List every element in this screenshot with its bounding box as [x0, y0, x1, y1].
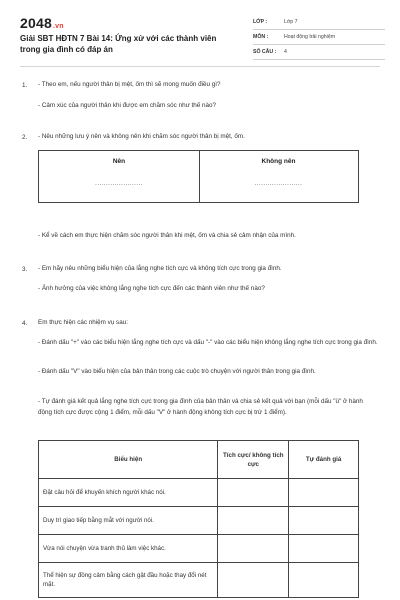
question-number: 3. [22, 266, 28, 273]
question-3-line-b: - Ảnh hưởng của việc không lắng nghe tích cực đến các thành viên như thế nào? [38, 285, 265, 292]
meta-value: Hoạt động trải nghiệm [284, 34, 336, 40]
question-3-line-a: - Em hãy nêu những biểu hiện của lắng nghe tích cực và không tích cực trong gia đình. [38, 265, 282, 272]
meta-key: MÔN : [253, 34, 269, 40]
answer-cell[interactable] [289, 535, 359, 563]
meta-key: LỚP : [253, 19, 268, 25]
table-header: Tự đánh giá [289, 441, 359, 479]
logo-main: 2048 [20, 15, 52, 31]
meta-value: 4 [284, 49, 287, 55]
table-header: Biểu hiện [39, 441, 218, 479]
table-column-shouldnt [199, 151, 358, 202]
question-4-task-a: - Đánh dấu "+" vào các biểu hiện lắng nghe tích cực và dấu "-" vào các biểu hiện không lắng nghe tích cực trong gia đình. [38, 339, 378, 346]
answer-cell[interactable] [218, 479, 289, 507]
answer-cell[interactable] [289, 479, 359, 507]
question-number: 1. [22, 82, 28, 89]
answer-blank[interactable]: ...................... [254, 181, 303, 187]
table-header: Không nên [261, 158, 296, 165]
question-2-line-a: - Nêu những lưu ý nên và không nên khi chăm sóc người thân bị mệt, ốm. [38, 133, 245, 140]
listening-self-assessment-table [38, 440, 359, 598]
question-4-intro: Em thực hiện các nhiệm vụ sau: [38, 319, 128, 326]
question-number: 4. [22, 320, 28, 327]
question-1-line-a: - Theo em, nếu người thân bị mệt, ốm thì sẽ mong muốn điều gì? [38, 81, 221, 88]
document-meta [253, 15, 385, 60]
behavior-cell: Thể hiện sự đồng cảm bằng cách gật đầu hoặc thay đổi nét mặt. [39, 563, 218, 598]
table-row [39, 563, 359, 598]
meta-row-subject [253, 30, 385, 45]
table-row [39, 535, 359, 563]
answer-cell[interactable] [218, 535, 289, 563]
table-row [39, 479, 359, 507]
behavior-cell: Vừa nói chuyện vừa tranh thủ làm việc khác. [39, 535, 218, 563]
meta-row-count [253, 45, 385, 60]
question-4-task-b: - Đánh dấu "V" vào biểu hiện của bản thân trong các cuộc trò chuyện với người thân trong gia đình. [38, 368, 316, 375]
behavior-cell: Duy trì giao tiếp bằng mắt với người nói. [39, 507, 218, 535]
header-divider [20, 66, 380, 67]
question-number: 2. [22, 134, 28, 141]
answer-blank[interactable]: ...................... [95, 181, 143, 187]
answer-cell[interactable] [289, 563, 359, 598]
table-column-should [39, 151, 200, 202]
logo-suffix: .vn [52, 23, 64, 30]
question-2-line-b: - Kể về cách em thực hiện chăm sóc người thân khi mệt, ốm và chia sẻ cảm nhận của mình. [38, 232, 296, 239]
question-4-task-c: - Tự đánh giá kết quả lắng nghe tích cực trong gia đình của bản thân và chia sẻ kết quả với bạn (mỗi dấu "ü" ở hành động tích cực được cộng 1 điểm, mỗi dấu "V" ở hành động không tích cực bị trừ 1 điểm). [38, 398, 363, 416]
meta-row-class [253, 15, 385, 30]
answer-cell[interactable] [218, 507, 289, 535]
table-header: Nên [112, 158, 126, 165]
answer-cell[interactable] [218, 563, 289, 598]
table-row [39, 507, 359, 535]
answer-cell[interactable] [289, 507, 359, 535]
question-1-line-b: - Cảm xúc của người thân khi được em chăm sóc như thế nào? [38, 102, 217, 109]
should-shouldnt-table [38, 150, 359, 203]
table-header-row [39, 441, 359, 479]
meta-value: Lớp 7 [284, 19, 298, 25]
meta-key: SỐ CÂU : [253, 49, 277, 55]
site-logo[interactable] [20, 15, 64, 31]
document-title: Giải SBT HĐTN 7 Bài 14: Ứng xử với các thành viên trong gia đình có đáp án [20, 34, 217, 54]
behavior-cell: Đặt câu hỏi để khuyến khích người khác nói. [39, 479, 218, 507]
table-header: Tích cực/ không tích cực [218, 441, 289, 479]
